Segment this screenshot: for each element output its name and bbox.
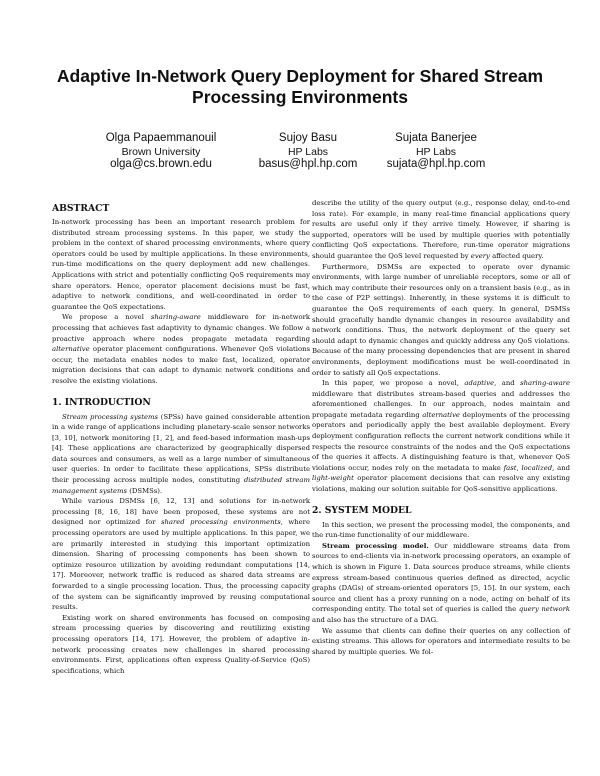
author-affiliation: HP Labs xyxy=(415,145,457,158)
abstract-paragraph-1: In-network processing has been an important research problem for distributed stream processing systems. In this paper, we study the problem in the context of shared processing environments, where query operators could be used by multiple applications. In these environments, run-time modifications on the query deployment add new challenges. Applications with strict and potentially conflicting QoS requirements may share operators. Hence, operator placement decisions must be fast, adaptive to network conditions, and well-coordinated in order to guarantee the QoS expectations. xyxy=(52,218,310,311)
text-run: We propose a novel xyxy=(62,313,151,322)
emphasis: query network xyxy=(518,605,570,614)
text-run: While various DSMSs [6, 12, 13] and solutions for in-network processing [8, 16, 18] have been proposed, these systems are not designed nor optimized for xyxy=(52,497,310,527)
section-heading-system-model: 2. SYSTEM MODEL xyxy=(312,504,412,516)
text-run: , and xyxy=(494,379,521,388)
author-email: sujata@hpl.hp.com xyxy=(386,157,486,170)
text-run: operator placement decisions that can resolve any existing violations, making our solution suitable for QoS-sensitive applications. xyxy=(312,474,570,494)
emphasis: alternative xyxy=(422,410,460,419)
body-paragraph-3 xyxy=(312,378,570,495)
run-in-heading: Stream processing model. xyxy=(322,541,429,550)
emphasis: fast, localized, xyxy=(503,463,555,472)
text-run: middleware that distributes stream-based queries and addresses the aforementioned challenges. In our approach, nodes maintain and propagate metadata regarding xyxy=(312,389,570,419)
section-heading-introduction: 1. INTRODUCTION xyxy=(52,396,151,408)
author-email: basus@hpl.hp.com xyxy=(258,157,358,170)
paper-title xyxy=(40,66,560,108)
abstract-paragraph-2 xyxy=(52,312,310,386)
emphasis: adaptive xyxy=(464,379,495,388)
emphasis: light-weight xyxy=(312,474,354,483)
body-paragraph-2: Furthermore, DSMSs are expected to operate over dynamic environments, with large number of unreliable receptors, some or all of which may contribute their resources only on a transient basis (e.g., as in the case of P2P settings). Inherently, in these systems it is difficult to guarantee the QoS requirements of each query. In general, DSMSs should gracefully handle dynamic changes in resource availability and network conditions. Thus, the network deployment of the query set should adapt to dynamic changes and quickly address any QoS violations. Because of the many processing dependencies that are present in shared environments, deployment modifications must be well-coordinated in order to satisfy all QoS expectations. xyxy=(312,262,570,377)
emphasis: sharing-aware xyxy=(150,313,201,322)
author-block-1 xyxy=(86,132,236,171)
emphasis: alternative xyxy=(52,345,90,354)
text-run: describe the utility of the query output (e.g., response delay, end-to-end loss rate). For example, in many real-time financial applications query results are useful only if they arrive timely. However, if sharing is supported, operators will be used by multiple queries with potentially conflicting QoS expectations. Therefore, run-time operator migrations should guarantee the QoS level requested by xyxy=(312,199,570,260)
title-line-2: Processing Environments xyxy=(192,87,408,107)
text-run: affected query. xyxy=(489,251,544,260)
text-run: (DSMSs). xyxy=(127,486,163,495)
text-run: In this paper, we propose a novel, xyxy=(322,379,465,388)
author-affiliation: HP Labs xyxy=(287,145,329,158)
text-run: middleware for in-network processing that achieves fast adaptivity to dynamic changes. We follow a proactive approach where nodes propagate metadata regarding xyxy=(52,313,311,343)
title-line-1: Adaptive In-Network Query Deployment for Shared Stream xyxy=(56,66,544,86)
left-column xyxy=(52,202,310,676)
text-run: , where processing operators are used by multiple applications. In this paper, we are primarily interested in studying this important optimization dimension. Sharing of processing components has been shown to optimize resource utilization by avoiding redundant computations [14, 17]. Moreover, network traffic is reduced as shared data streams are forwarded to a single processing location. Thus, the processing capacity of the system can be significantly improved by reusing computational results. xyxy=(52,518,310,612)
intro-paragraph-2 xyxy=(52,496,310,613)
author-name: Sujoy Basu xyxy=(278,132,338,144)
body-paragraph-4: In this section, we present the processing model, the components, and the run-time functionality of our middleware. xyxy=(312,520,570,540)
text-run: (SPSs) have gained considerable attention in a wide range of applications including planetary-scale sensor networks [3, 10], network monitoring [1, 2], and feed-based information mash-ups [4]. These applications are characterized by geographically dispersed data sources and consumers, as well as a large number of simultaneous user queries. In order to facilitate these applications, SPSs distribute their processing across multiple nodes, constituting xyxy=(52,412,310,485)
text-run: and also has the structure of a DAG. xyxy=(312,615,439,624)
emphasis: distributed stream management systems xyxy=(52,476,310,495)
text-run: and xyxy=(554,463,570,472)
text-run: deployments of the processing operators and periodically apply the best available deployment. Every deployment configuration reflects the current network conditions while it respects the resource constraints of the nodes and the QoS expectations of the queries it affects. A distinguishing feature is that, whenever QoS violations occur, nodes rely on the metadata to make xyxy=(312,410,570,472)
body-paragraph-1 xyxy=(312,198,570,262)
text-run: Our middleware streams data from sources to end-clients via in-network processing operators, an example of which is shown in Figure 1. Data sources produce streams, while clients express stream-based continuous queries defined as directed, acyclic graphs (DAGs) of stream-oriented operators [5, 15]. In our system, each source and client has a proxy running on a node, acting on behalf of its corresponding entity. The total set of queries is called the xyxy=(312,541,570,614)
author-email: olga@cs.brown.edu xyxy=(110,157,212,170)
author-name: Olga Papaemmanouil xyxy=(105,132,217,144)
intro-paragraph-1 xyxy=(52,412,310,497)
emphasis: every xyxy=(470,251,490,260)
author-name: Sujata Banerjee xyxy=(395,132,477,144)
right-column xyxy=(312,198,570,657)
emphasis: sharing-aware xyxy=(520,379,570,388)
emphasis: shared processing environments xyxy=(160,518,281,527)
body-paragraph-5 xyxy=(312,541,570,626)
intro-paragraph-3: Existing work on shared environments has focused on composing stream processing queries by discovering and reutilizing existing processing operators [14, 17]. However, the problem of adaptive in-network processing creates new challenges in shared processing environments. First, applications often express Quality-of-Service (QoS) specifications, which xyxy=(52,613,310,675)
abstract-heading: ABSTRACT xyxy=(52,203,110,214)
emphasis: Stream processing systems xyxy=(62,412,158,421)
author-affiliation: Brown University xyxy=(121,145,201,158)
body-paragraph-6: We assume that clients can define their queries on any collection of existing streams. This allows for operators and intermediate results to be shared by multiple queries. We fol- xyxy=(312,626,570,656)
text-run: operator placement configurations. Whenever QoS violations occur, the metadata enables nodes to make fast, localized, operator migration decisions that can adapt to dynamic network conditions and resolve the existing violations. xyxy=(52,345,310,385)
author-block-3 xyxy=(361,132,511,171)
